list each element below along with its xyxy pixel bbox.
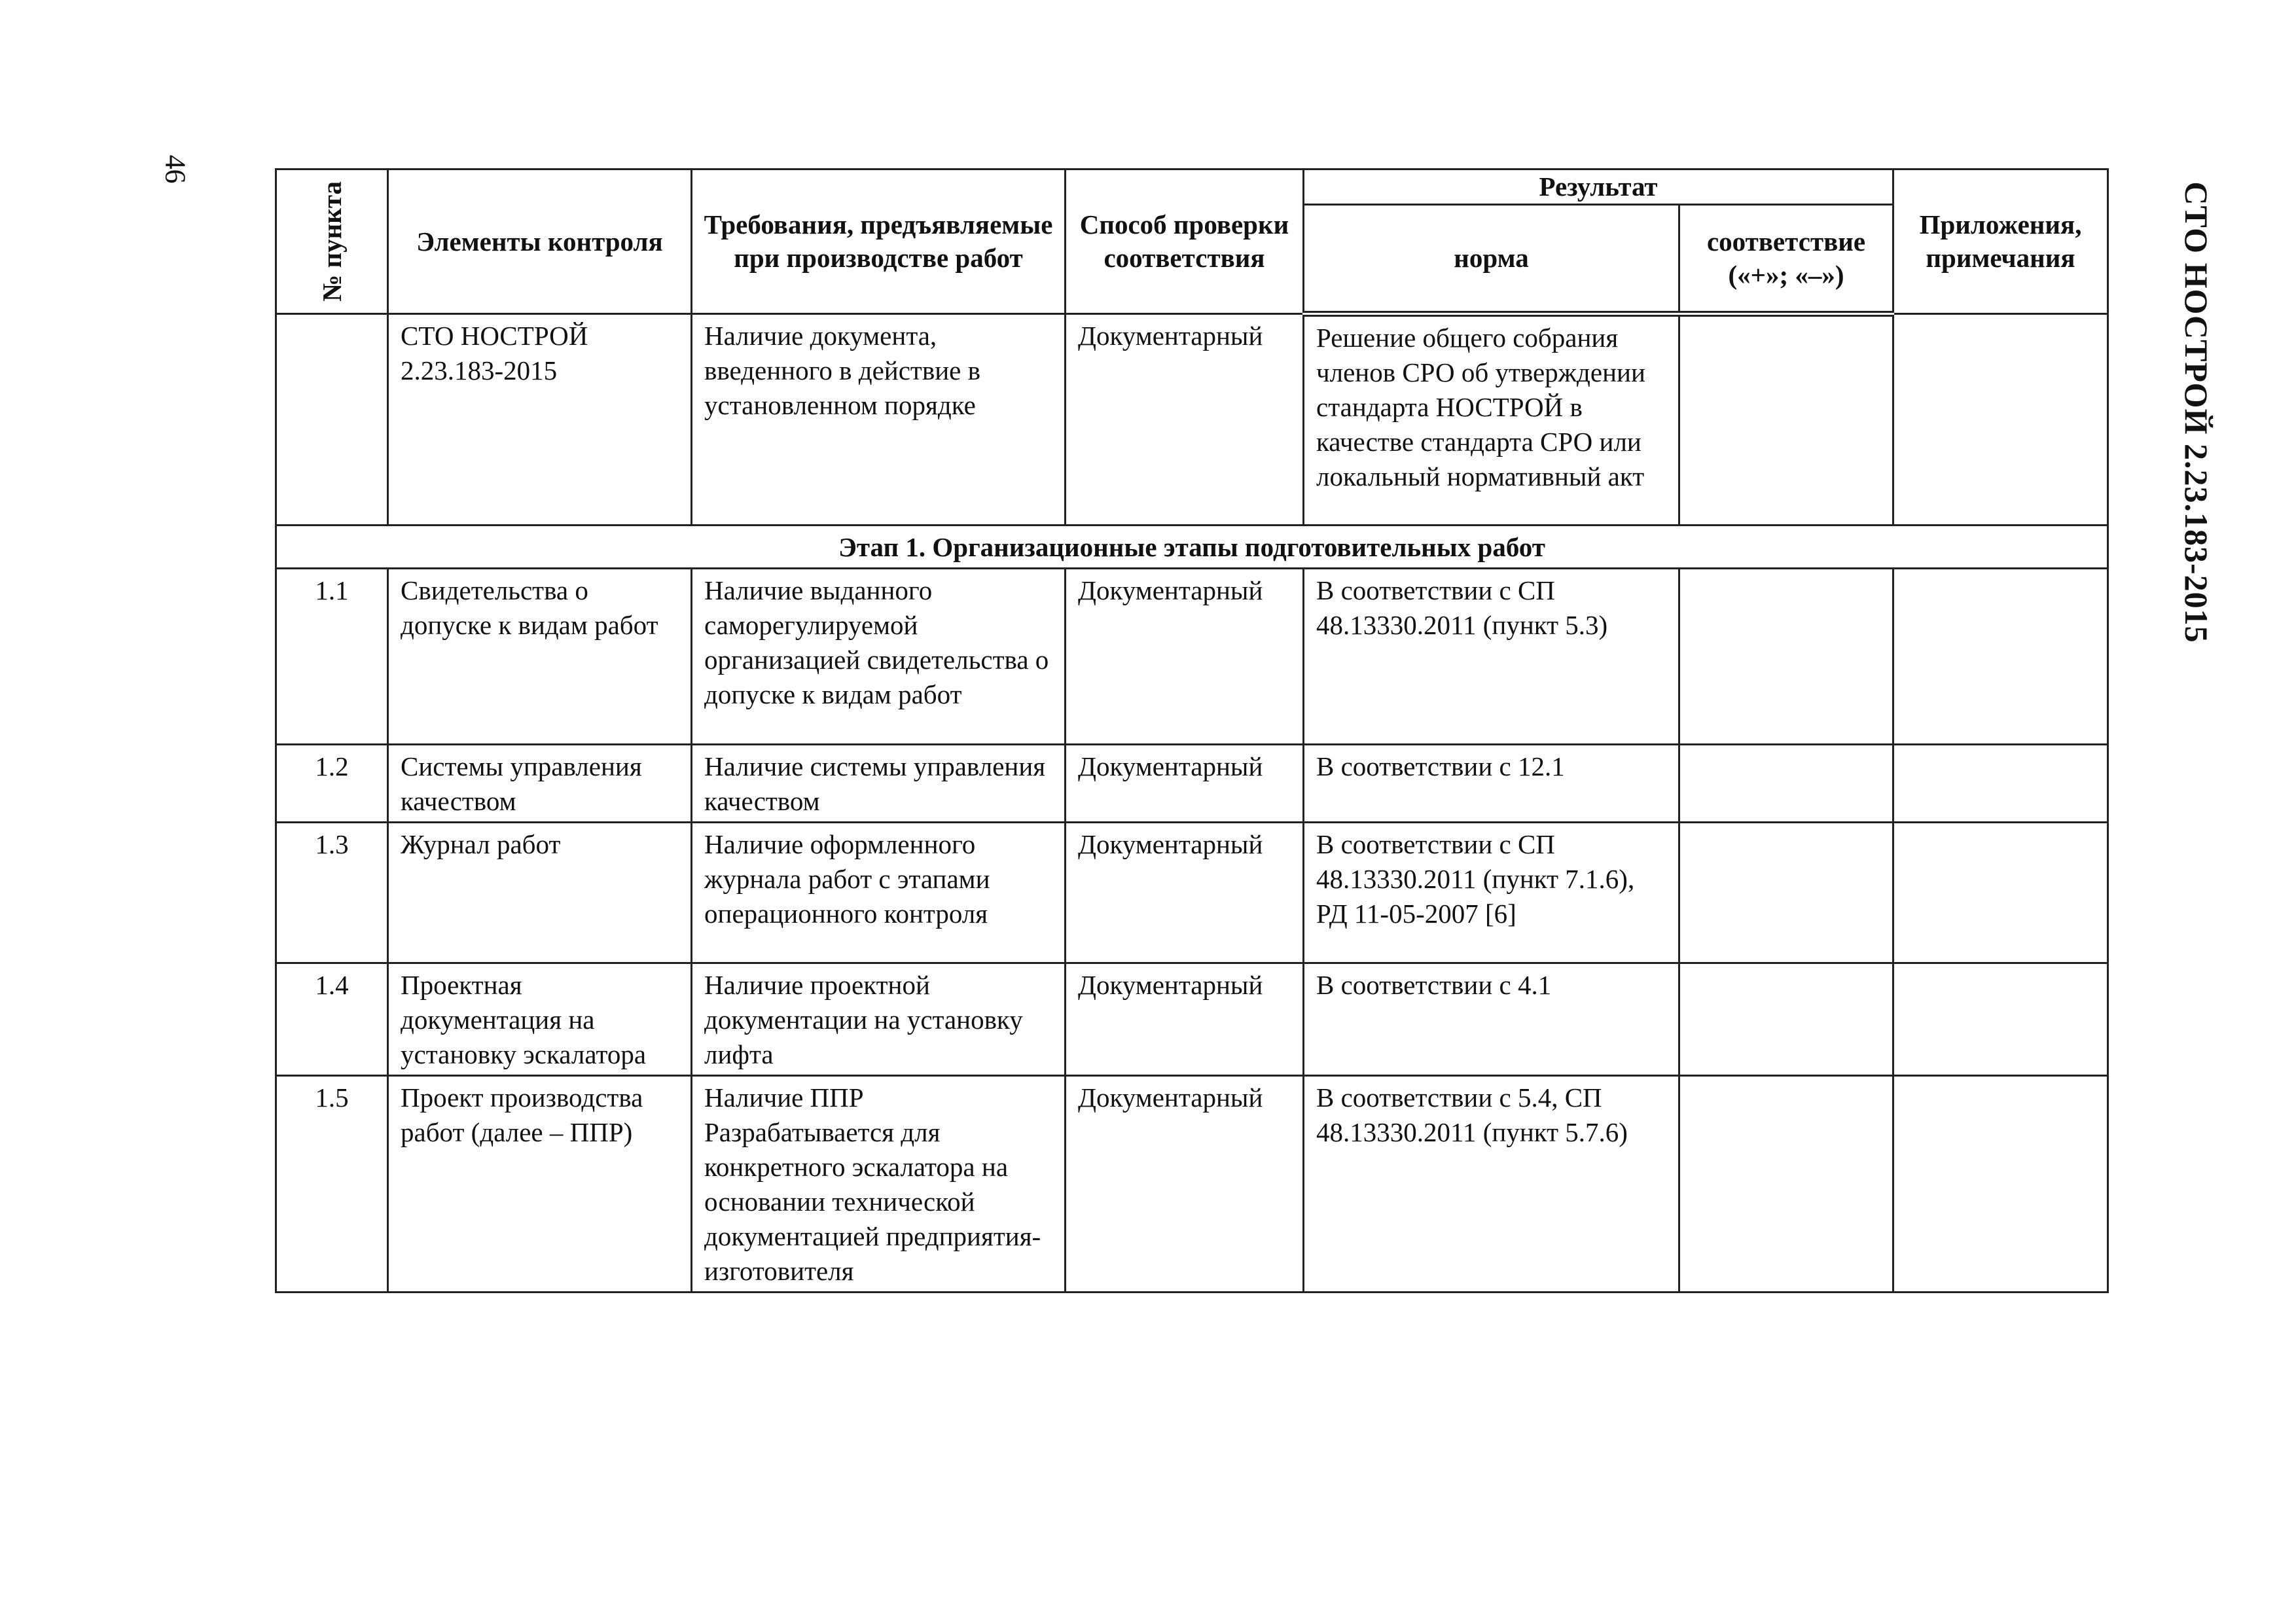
header-result: Результат bbox=[1304, 169, 1893, 205]
row-notes bbox=[1893, 1076, 2108, 1293]
header-norm: норма bbox=[1304, 205, 1679, 314]
row-num: 1.2 bbox=[276, 745, 388, 823]
row-method: Документарный bbox=[1066, 963, 1304, 1076]
row-requirement: Наличие выданного саморегулируемой организацией свидетельства о допуске к видам работ bbox=[692, 569, 1066, 745]
header-compliance: соответствие («+»; «–») bbox=[1679, 205, 1893, 314]
row-compliance bbox=[1679, 1076, 1893, 1293]
inspection-table bbox=[275, 168, 2109, 1293]
row-notes bbox=[1893, 745, 2108, 823]
row-method: Документарный bbox=[1066, 314, 1304, 526]
table-row bbox=[276, 745, 2108, 823]
row-element: СТО НОСТРОЙ 2.23.183-2015 bbox=[388, 314, 692, 526]
table-row bbox=[276, 963, 2108, 1076]
row-method: Документарный bbox=[1066, 569, 1304, 745]
row-element: Проектная документация на установку эскалатора bbox=[388, 963, 692, 1076]
row-notes bbox=[1893, 963, 2108, 1076]
row-requirement: Наличие документа, введенного в действие в установленном порядке bbox=[692, 314, 1066, 526]
table-row bbox=[276, 823, 2108, 963]
header-method: Способ проверки соответствия bbox=[1066, 169, 1304, 314]
document-code-header bbox=[2170, 164, 2223, 661]
header-elements: Элементы контроля bbox=[388, 169, 692, 314]
row-norm: Решение общего собрания членов СРО об утверждении стандарта НОСТРОЙ в качестве стандарта СРО или локальный нормативный акт bbox=[1304, 314, 1679, 526]
row-num: 1.3 bbox=[276, 823, 388, 963]
row-norm: В соответствии с СП 48.13330.2011 (пункт 5.3) bbox=[1304, 569, 1679, 745]
row-requirement: Наличие оформленного журнала работ с этапами операционного контроля bbox=[692, 823, 1066, 963]
row-norm: В соответствии с 5.4, СП 48.13330.2011 (пункт 5.7.6) bbox=[1304, 1076, 1679, 1293]
header-requirements: Требования, предъявляемые при производстве работ bbox=[692, 169, 1066, 314]
row-norm: В соответствии с 4.1 bbox=[1304, 963, 1679, 1076]
header-num: № пункта bbox=[276, 169, 388, 314]
row-compliance bbox=[1679, 569, 1893, 745]
row-compliance bbox=[1679, 745, 1893, 823]
row-compliance bbox=[1679, 314, 1893, 526]
stage-row bbox=[276, 526, 2108, 569]
header-notes: Приложения, примечания bbox=[1893, 169, 2108, 314]
row-requirement: Наличие системы управления качеством bbox=[692, 745, 1066, 823]
row-requirement: Наличие ППР Разрабатывается для конкретного эскалатора на основании технической документацией предприятия-изготовителя bbox=[692, 1076, 1066, 1293]
row-num: 1.5 bbox=[276, 1076, 388, 1293]
table-row bbox=[276, 1076, 2108, 1293]
stage-title: Этап 1. Организационные этапы подготовительных работ bbox=[276, 526, 2108, 569]
row-element: Свидетельства о допуске к видам работ bbox=[388, 569, 692, 745]
row-method: Документарный bbox=[1066, 823, 1304, 963]
page-number: 46 bbox=[159, 154, 192, 184]
row-requirement: Наличие проектной документации на установку лифта bbox=[692, 963, 1066, 1076]
row-compliance bbox=[1679, 963, 1893, 1076]
row-method: Документарный bbox=[1066, 745, 1304, 823]
row-element: Системы управления качеством bbox=[388, 745, 692, 823]
row-num: 1.4 bbox=[276, 963, 388, 1076]
table-row bbox=[276, 569, 2108, 745]
row-notes bbox=[1893, 569, 2108, 745]
document-code-text: СТО НОСТРОЙ 2.23.183-2015 bbox=[2178, 181, 2215, 643]
row-element: Проект производства работ (далее – ППР) bbox=[388, 1076, 692, 1293]
row-compliance bbox=[1679, 823, 1893, 963]
row-notes bbox=[1893, 823, 2108, 963]
row-notes bbox=[1893, 314, 2108, 526]
row-norm: В соответствии с 12.1 bbox=[1304, 745, 1679, 823]
row-num bbox=[276, 314, 388, 526]
table-row bbox=[276, 314, 2108, 526]
row-element: Журнал работ bbox=[388, 823, 692, 963]
row-method: Документарный bbox=[1066, 1076, 1304, 1293]
row-norm: В соответствии с СП 48.13330.2011 (пункт 7.1.6), РД 11-05-2007 [6] bbox=[1304, 823, 1679, 963]
row-num: 1.1 bbox=[276, 569, 388, 745]
